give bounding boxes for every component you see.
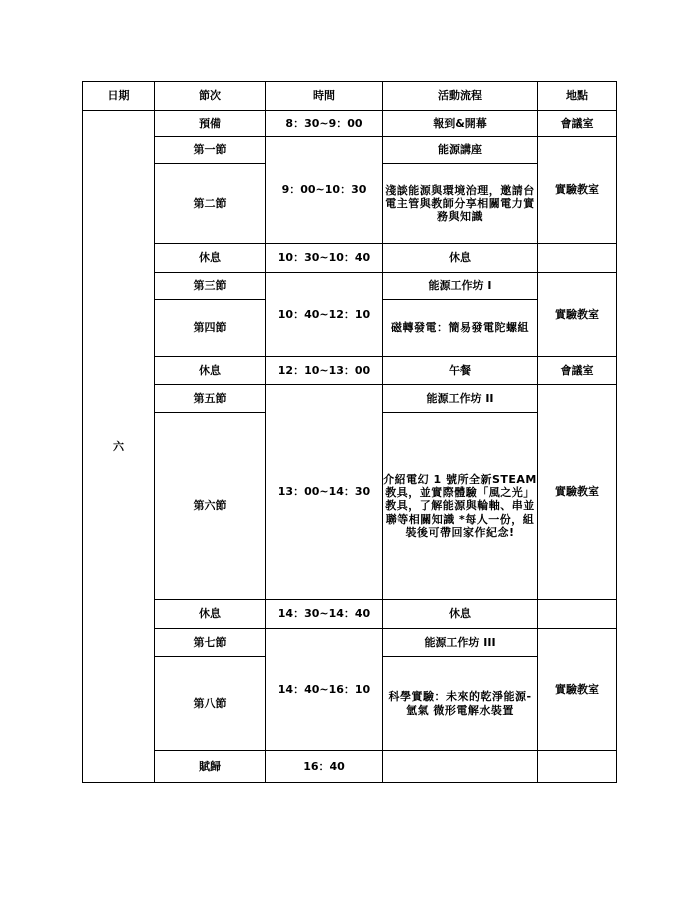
activity-description: 磁轉發電：簡易發電陀螺組 [383, 300, 538, 357]
session-cell: 休息 [155, 600, 266, 629]
time-cell: 10：30~10：40 [266, 244, 383, 273]
time-cell: 12：10~13：00 [266, 357, 383, 385]
session-cell: 第二節 [155, 164, 266, 244]
header-session: 節次 [155, 82, 266, 111]
table-row [83, 111, 617, 137]
header-row [83, 82, 617, 111]
table-row [83, 273, 617, 300]
session-cell: 第一節 [155, 137, 266, 164]
table-row [83, 244, 617, 273]
location-cell [538, 600, 617, 629]
session-cell: 休息 [155, 244, 266, 273]
session-cell: 休息 [155, 357, 266, 385]
activity-description: 科學實驗：未來的乾淨能源-氫氣 微形電解水裝置 [383, 657, 538, 751]
activity-description: 介紹電幻 1 號所全新STEAM教具，並實際體驗「風之光」教具，了解能源與輪軸、串並聯等相關知識 *每人一份，組裝後可帶回家作紀念! [383, 413, 538, 600]
location-cell: 實驗教室 [538, 137, 617, 244]
table-row [83, 751, 617, 783]
location-cell: 實驗教室 [538, 629, 617, 751]
header-time: 時間 [266, 82, 383, 111]
table-row [83, 629, 617, 657]
activity-description: 淺談能源與環境治理，邀請台電主管與教師分享相關電力實務與知識 [383, 164, 538, 244]
activity-title: 能源工作坊 III [383, 629, 538, 657]
time-cell: 13：00~14：30 [266, 385, 383, 600]
table-row [83, 385, 617, 413]
activity-cell: 午餐 [383, 357, 538, 385]
time-cell: 14：30~14：40 [266, 600, 383, 629]
table-row [83, 137, 617, 164]
time-cell: 14：40~16：10 [266, 629, 383, 751]
session-cell: 第七節 [155, 629, 266, 657]
time-cell: 10：40~12：10 [266, 273, 383, 357]
location-cell: 實驗教室 [538, 385, 617, 600]
activity-cell: 休息 [383, 600, 538, 629]
schedule-table [82, 81, 617, 783]
activity-title: 能源工作坊 I [383, 273, 538, 300]
activity-cell [383, 751, 538, 783]
session-cell: 第四節 [155, 300, 266, 357]
location-cell: 會議室 [538, 111, 617, 137]
table-row [83, 357, 617, 385]
table-row [83, 600, 617, 629]
activity-title: 能源講座 [383, 137, 538, 164]
activity-cell: 報到&開幕 [383, 111, 538, 137]
session-cell: 第三節 [155, 273, 266, 300]
header-activity: 活動流程 [383, 82, 538, 111]
activity-title: 能源工作坊 II [383, 385, 538, 413]
header-date: 日期 [83, 82, 155, 111]
location-cell: 會議室 [538, 357, 617, 385]
session-cell: 賦歸 [155, 751, 266, 783]
session-cell: 預備 [155, 111, 266, 137]
header-location: 地點 [538, 82, 617, 111]
time-cell: 9：00~10：30 [266, 137, 383, 244]
time-cell: 16：40 [266, 751, 383, 783]
session-cell: 第六節 [155, 413, 266, 600]
activity-cell: 休息 [383, 244, 538, 273]
session-cell: 第五節 [155, 385, 266, 413]
session-cell: 第八節 [155, 657, 266, 751]
location-cell [538, 244, 617, 273]
date-cell: 六 [83, 111, 155, 783]
location-cell [538, 751, 617, 783]
time-cell: 8：30~9：00 [266, 111, 383, 137]
location-cell: 實驗教室 [538, 273, 617, 357]
